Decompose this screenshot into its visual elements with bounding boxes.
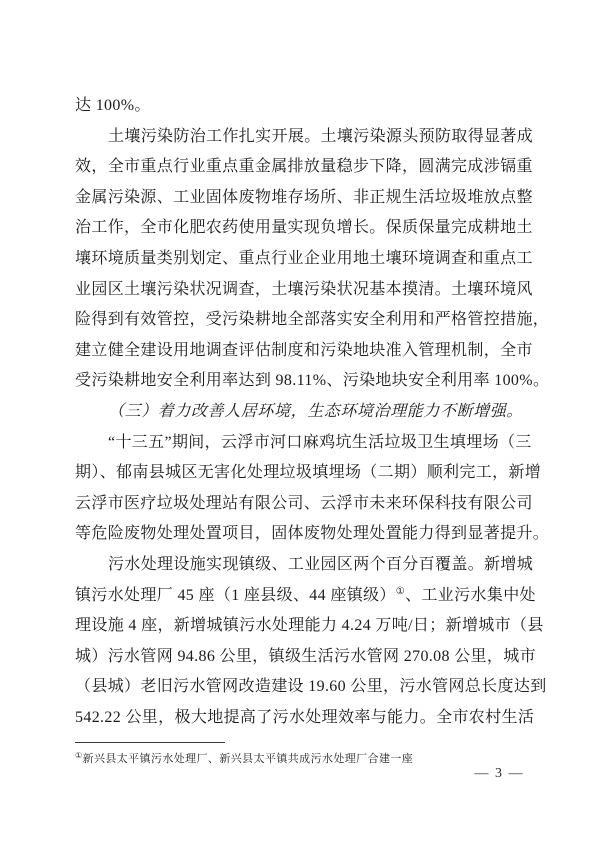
text-line: 建立健全建设用地调查评估制度和污染地块准入管理机制，全市 [75,341,533,359]
text-line: 期）、郁南县城区无害化处理垃圾填埋场（二期）顺利完工，新增 [75,464,542,482]
text-line: 城）污水管网 94.86 公里，镇级生活污水管网 270.08 公里，城市 [75,647,536,665]
section-heading-line: （三）着力改善人居环境，生态环境治理能力不断增强。 [108,402,524,420]
text-line: 云浮市医疗垃圾处理站有限公司、云浮市未来环保科技有限公司 [75,494,533,512]
footnote-marker: ① [75,751,83,760]
text-line: 镇污水处理厂 45 座（1 座县级、44 座镇级）①、工业污水集中处 [75,585,536,604]
footnote-reference: ① [395,585,406,597]
text-line: 金属污染源、工业固体废物堆存场所、非正规生活垃圾堆放点整 [75,188,533,206]
text-line: 污水处理设施实现镇级、工业园区两个百分百覆盖。新增城 [108,555,534,573]
text-line: 等危险废物处理处置项目，固体废物处理处置能力得到显著提升。 [75,525,550,543]
text-line: 土壤污染防治工作扎实开展。土壤污染源头预防取得显著成 [108,127,534,145]
text-line: 542.22 公里，极大地提高了污水处理效率与能力。全市农村生活 [75,708,535,726]
document-body [75,91,550,733]
text-line: 效，全市重点行业重点重金属排放量稳步下降，圆满完成涉镉重 [75,158,533,176]
text-line: 险得到有效管控，受污染耕地全部落实安全利用和严格管控措施， [75,311,550,329]
text-line: “十三五”期间，云浮市河口麻鸡坑生活垃圾卫生填埋场（三 [108,433,532,451]
text-line: 受污染耕地安全利用率达到 98.11%、污染地块安全利用率 100%。 [75,372,550,390]
footnote-text: 新兴县太平镇污水处理厂、新兴县太平镇共成污水处理厂合建一座 [82,753,414,765]
text-line: 业园区土壤污染状况调查，土壤污染状况基本摸清。土壤环境风 [75,280,533,298]
text-line: （县城）老旧污水管网改造建设 19.60 公里，污水管网总长度达到 [75,678,547,696]
page-number: — 3 — [474,766,524,781]
text-line: 治工作，全市化肥农药使用量实现负增长。保质保量完成耕地土 [75,219,533,237]
text-line: 达 100%。 [75,97,151,114]
footnote [75,748,527,767]
footnote-divider [75,742,225,743]
text-line: 壤环境质量类别划定、重点行业企业用地土壤环境调查和重点工 [75,249,533,267]
text-line: 理设施 4 座，新增城镇污水处理能力 4.24 万吨/日；新增城市（县 [75,617,544,635]
